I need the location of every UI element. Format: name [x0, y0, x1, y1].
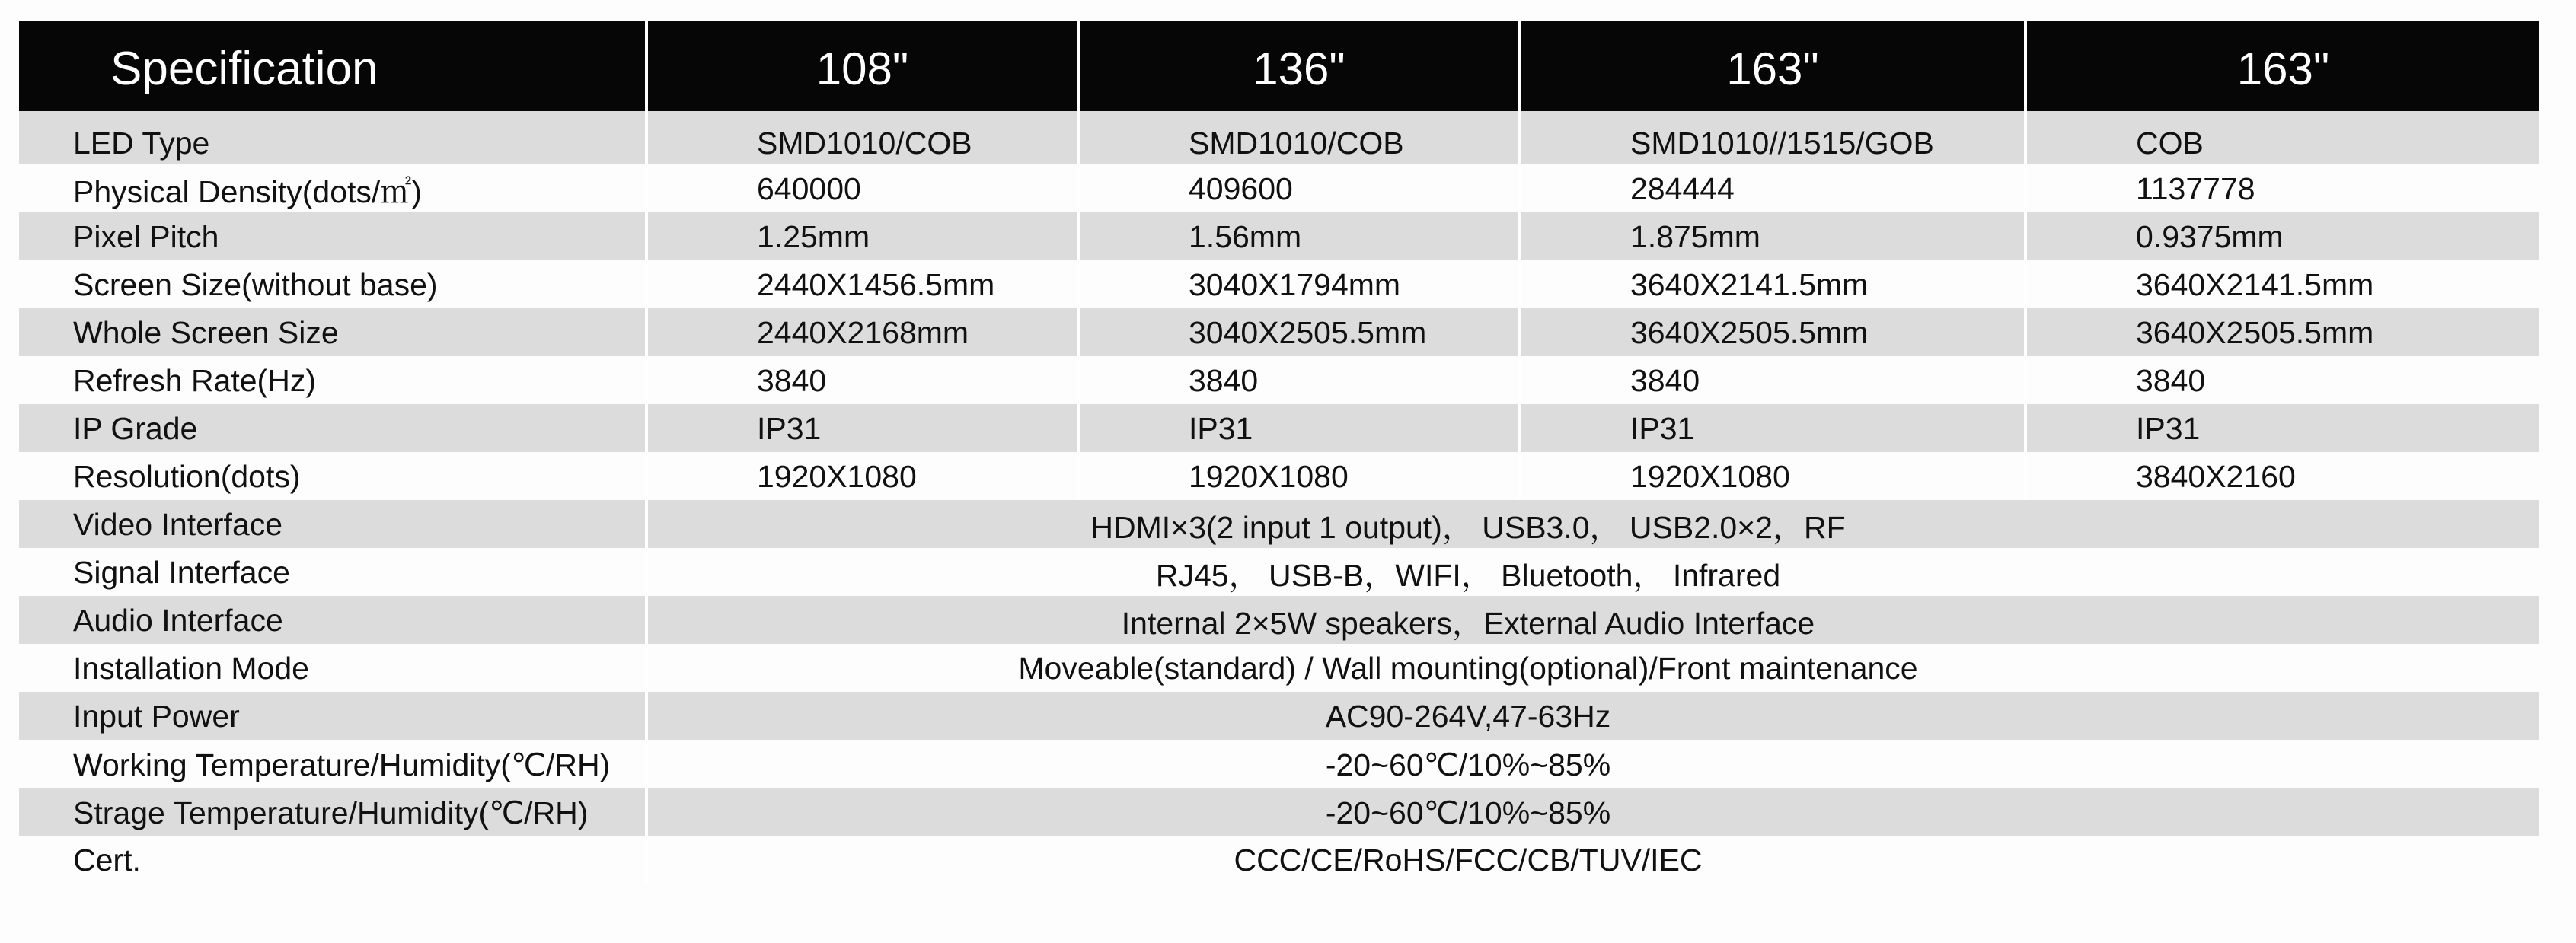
cell-value: SMD1010/COB — [1077, 111, 1518, 164]
table-row — [19, 740, 2539, 788]
cell-value: 3640X2505.5mm — [1518, 308, 2024, 356]
cell-value: 3640X2141.5mm — [1518, 260, 2024, 308]
cell-value: 3840 — [2024, 356, 2539, 404]
column-header-163-a: 163" — [1518, 21, 2024, 111]
cell-value: IP31 — [1077, 404, 1518, 452]
table-row — [19, 836, 2539, 883]
column-header-136: 136" — [1077, 21, 1518, 111]
shared-value: -20~60℃/10%~85% — [645, 740, 2539, 788]
table-row — [19, 644, 2539, 692]
shared-value: HDMI×3(2 input 1 output)， USB3.0， USB2.0×2，RF — [645, 500, 2539, 548]
shared-value: Internal 2×5W speakers，External Audio Interface — [645, 596, 2539, 644]
row-label: Input Power — [19, 692, 645, 740]
specification-table — [19, 21, 2539, 883]
cell-value: 3040X2505.5mm — [1077, 308, 1518, 356]
shared-value: Moveable(standard) / Wall mounting(optional)/Front maintenance — [645, 644, 2539, 692]
cell-value: 1.875mm — [1518, 212, 2024, 260]
table-row — [19, 260, 2539, 308]
cell-value: 1920X1080 — [1077, 452, 1518, 500]
cell-value: SMD1010//1515/GOB — [1518, 111, 2024, 164]
cell-value: 3040X1794mm — [1077, 260, 1518, 308]
cell-value: 1137778 — [2024, 164, 2539, 212]
row-label: Installation Mode — [19, 644, 645, 692]
column-header-163-b: 163" — [2024, 21, 2539, 111]
cell-value: 3840 — [1518, 356, 2024, 404]
cell-value: 3840X2160 — [2024, 452, 2539, 500]
cell-value: IP31 — [2024, 404, 2539, 452]
table-row — [19, 596, 2539, 644]
table-header — [19, 21, 2539, 111]
row-label: Signal Interface — [19, 548, 645, 596]
table-row — [19, 212, 2539, 260]
cell-value: IP31 — [1518, 404, 2024, 452]
cell-value: 1920X1080 — [645, 452, 1077, 500]
cell-value: 2440X2168mm — [645, 308, 1077, 356]
cell-value: SMD1010/COB — [645, 111, 1077, 164]
cell-value: 1920X1080 — [1518, 452, 2024, 500]
row-label: Refresh Rate(Hz) — [19, 356, 645, 404]
table-row — [19, 404, 2539, 452]
cell-value: 2440X1456.5mm — [645, 260, 1077, 308]
row-label: Pixel Pitch — [19, 212, 645, 260]
cell-value: 1.56mm — [1077, 212, 1518, 260]
table-body — [19, 111, 2539, 883]
row-label: Screen Size(without base) — [19, 260, 645, 308]
cell-value: 3640X2505.5mm — [2024, 308, 2539, 356]
row-label: Audio Interface — [19, 596, 645, 644]
table-row — [19, 356, 2539, 404]
cell-value: COB — [2024, 111, 2539, 164]
header-row — [19, 21, 2539, 111]
cell-value: IP31 — [645, 404, 1077, 452]
row-label: IP Grade — [19, 404, 645, 452]
column-header-108: 108" — [645, 21, 1077, 111]
cell-value: 3840 — [1077, 356, 1518, 404]
table-row — [19, 308, 2539, 356]
cell-value: 3640X2141.5mm — [2024, 260, 2539, 308]
row-label: Whole Screen Size — [19, 308, 645, 356]
cell-value: 409600 — [1077, 164, 1518, 212]
table-row — [19, 111, 2539, 164]
shared-value: CCC/CE/RoHS/FCC/CB/TUV/IEC — [645, 836, 2539, 883]
table-row — [19, 788, 2539, 836]
cell-value: 284444 — [1518, 164, 2024, 212]
table-row — [19, 692, 2539, 740]
cell-value: 1.25mm — [645, 212, 1077, 260]
column-header-specification: Specification — [19, 21, 645, 111]
row-label: LED Type — [19, 111, 645, 164]
row-label: Resolution(dots) — [19, 452, 645, 500]
table-row — [19, 500, 2539, 548]
row-label: Working Temperature/Humidity(℃/RH) — [19, 740, 645, 788]
shared-value: -20~60℃/10%~85% — [645, 788, 2539, 836]
table-row — [19, 452, 2539, 500]
table-row — [19, 164, 2539, 212]
row-label: Physical Density(dots/㎡) — [19, 164, 645, 212]
row-label: Video Interface — [19, 500, 645, 548]
row-label: Strage Temperature/Humidity(℃/RH) — [19, 788, 645, 836]
shared-value: AC90-264V,47-63Hz — [645, 692, 2539, 740]
shared-value: RJ45， USB-B，WIFI， Bluetooth， Infrared — [645, 548, 2539, 596]
cell-value: 0.9375mm — [2024, 212, 2539, 260]
cell-value: 3840 — [645, 356, 1077, 404]
cell-value: 640000 — [645, 164, 1077, 212]
row-label: Cert. — [19, 836, 645, 883]
table-row — [19, 548, 2539, 596]
